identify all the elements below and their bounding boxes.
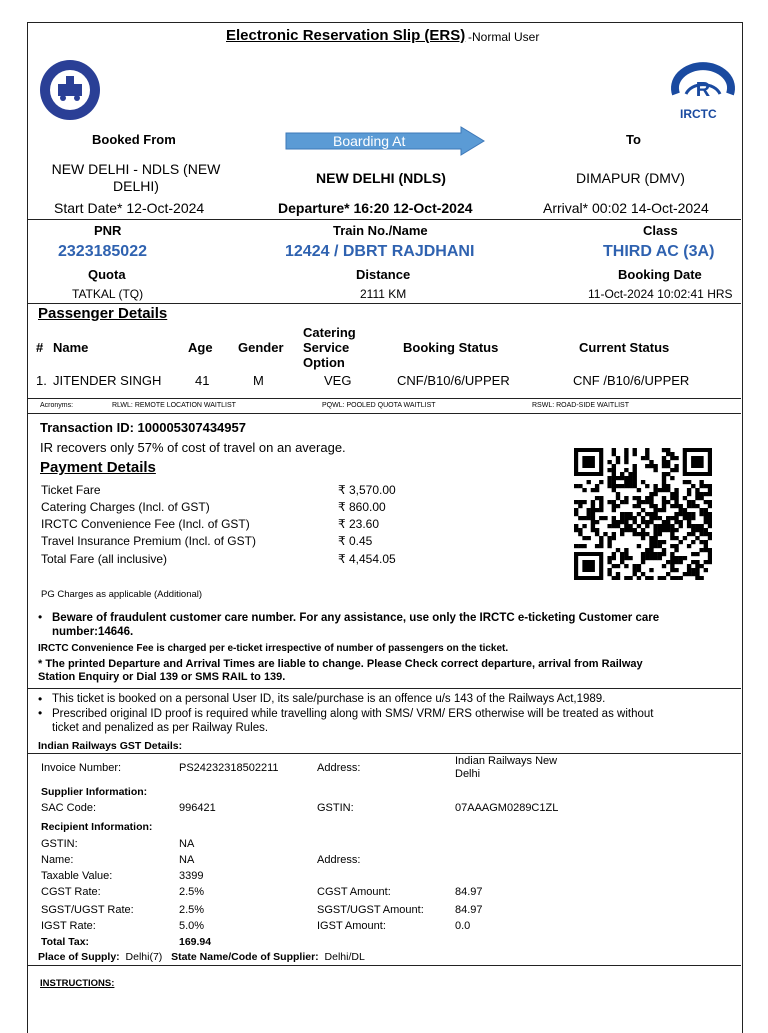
- transaction-id: Transaction ID: 100005307434957: [40, 420, 246, 435]
- class-label: Class: [643, 223, 678, 238]
- divider: [28, 413, 741, 414]
- divider: [28, 688, 741, 689]
- cgst-amount-label: CGST Amount:: [317, 886, 391, 898]
- recipient-info-title: Recipient Information:: [41, 821, 153, 833]
- passenger-header-gender: Gender: [238, 340, 284, 355]
- invoice-label: Invoice Number:: [41, 762, 122, 774]
- passenger-header-name: Name: [53, 340, 89, 355]
- taxable-label: Taxable Value:: [41, 870, 113, 882]
- fare-convenience-value: ₹ 23.60: [338, 517, 379, 531]
- document-subtitle: -Normal User: [468, 30, 540, 44]
- recipient-gstin: NA: [179, 838, 195, 850]
- divider: [28, 303, 741, 304]
- bullet-icon: •: [38, 706, 43, 720]
- divider: [28, 219, 741, 220]
- recipient-address-label: Address:: [317, 854, 361, 866]
- passenger-row-current-status: CNF /B10/6/UPPER: [573, 373, 690, 388]
- sgst-amount: 84.97: [455, 904, 483, 916]
- recipient-gstin-label: GSTIN:: [41, 838, 78, 850]
- fare-catering-value: ₹ 860.00: [338, 500, 386, 514]
- booking-date-label: Booking Date: [618, 267, 702, 282]
- sgst-rate: 2.5%: [179, 904, 205, 916]
- total-tax: 169.94: [179, 936, 212, 948]
- payment-details-title: Payment Details: [40, 459, 156, 476]
- to-station: DIMAPUR (DMV): [576, 170, 685, 186]
- quota-value: TATKAL (TQ): [72, 287, 144, 301]
- fraud-warning: Beware of fraudulent customer care number. For any assistance, use only the IRCTC e-ticketing Customer care number:14646.: [52, 612, 660, 638]
- passenger-row-num: 1.: [36, 373, 47, 388]
- personal-id-note: This ticket is booked on a personal User ID, its sale/purchase is an offence u/s 143 of the Railways Act,1989.: [52, 693, 606, 705]
- pnr-number: 2323185022: [58, 243, 147, 260]
- distance-label: Distance: [356, 267, 411, 282]
- sac-label: SAC Code:: [41, 802, 97, 814]
- address-label: Address:: [317, 762, 361, 774]
- passenger-header-num: #: [36, 340, 44, 355]
- igst-amount: 0.0: [455, 920, 471, 932]
- gst-title: Indian Railways GST Details:: [38, 740, 183, 752]
- divider: [28, 753, 741, 754]
- supplier-gstin: 07AAAGM0289C1ZL: [455, 802, 559, 814]
- sac-code: 996421: [179, 802, 216, 814]
- bullet-icon: •: [38, 610, 43, 624]
- train-label: Train No./Name: [333, 223, 428, 238]
- divider: [28, 965, 741, 966]
- quota-label: Quota: [88, 267, 126, 282]
- class-value: THIRD AC (3A): [603, 243, 715, 260]
- fare-total-value: ₹ 4,454.05: [338, 552, 396, 566]
- sgst-amount-label: SGST/UGST Amount:: [317, 904, 424, 916]
- invoice-number: PS24232318502211: [179, 762, 279, 774]
- fare-total-label: Total Fare (all inclusive): [41, 552, 168, 566]
- departure-time: Departure* 16:20 12-Oct-2024: [278, 200, 473, 216]
- booked-from-label: Booked From: [92, 132, 176, 147]
- fare-convenience-label: IRCTC Convenience Fee (Incl. of GST): [41, 517, 250, 531]
- passenger-row-gender: M: [253, 373, 264, 388]
- passenger-row-catering: VEG: [324, 373, 352, 388]
- irctc-logo-text: IRCTC: [680, 107, 717, 121]
- arrival-time: Arrival* 00:02 14-Oct-2024: [543, 200, 709, 216]
- recipient-name: NA: [179, 854, 195, 866]
- taxable-value: 3399: [179, 870, 204, 882]
- address-value: Indian Railways New Delhi: [455, 755, 558, 780]
- acronym-rlwl: RLWL: REMOTE LOCATION WAITLIST: [112, 402, 236, 409]
- bullet-icon: •: [38, 692, 43, 706]
- document-title: Electronic Reservation Slip (ERS): [226, 27, 466, 44]
- passenger-row-age: 41: [195, 373, 210, 388]
- pnr-label: PNR: [94, 223, 122, 238]
- fare-catering-label: Catering Charges (Incl. of GST): [41, 500, 210, 514]
- passenger-header-age: Age: [188, 340, 213, 355]
- fare-ticket-label: Ticket Fare: [41, 483, 101, 497]
- svg-text:R: R: [695, 79, 711, 101]
- supplier-gstin-label: GSTIN:: [317, 802, 354, 814]
- acronyms-label: Acronyms:: [40, 402, 74, 409]
- total-tax-label: Total Tax:: [41, 936, 90, 948]
- fare-insurance-label: Travel Insurance Premium (Incl. of GST): [41, 534, 256, 548]
- id-proof-note: Prescribed original ID proof is required while travelling along with SMS/ VRM/ ERS otherwise will be treated as without ticket and penalized as per Railway Rules.: [52, 708, 654, 734]
- train-name: 12424 / DBRT RAJDHANI: [285, 243, 475, 260]
- cgst-rate-label: CGST Rate:: [41, 886, 101, 898]
- igst-rate: 5.0%: [179, 920, 205, 932]
- passenger-header-catering: Catering Service Option: [303, 325, 356, 370]
- igst-amount-label: IGST Amount:: [317, 920, 386, 932]
- ir-recovers-note: IR recovers only 57% of cost of travel on an average.: [40, 440, 346, 455]
- from-station: NEW DELHI - NDLS (NEW DELHI): [51, 161, 221, 194]
- fare-insurance-value: ₹ 0.45: [338, 534, 373, 548]
- boarding-station: NEW DELHI (NDLS): [316, 170, 446, 186]
- booking-date-value: 11-Oct-2024 10:02:41 HRS: [588, 287, 733, 301]
- printed-times-note: * The printed Departure and Arrival Times are liable to change. Please Check correct departure, arrival from Railway Station Enquiry or Dial 139 or SMS RAIL to 139.: [38, 658, 643, 683]
- igst-rate-label: IGST Rate:: [41, 920, 96, 932]
- irctc-logo: [668, 60, 738, 122]
- fare-ticket-value: ₹ 3,570.00: [338, 483, 396, 497]
- boarding-at-label: Boarding At: [333, 133, 406, 149]
- qr-code: [574, 448, 712, 580]
- passenger-header-booking-status: Booking Status: [403, 340, 499, 355]
- passenger-details-title: Passenger Details: [38, 305, 168, 322]
- cgst-rate: 2.5%: [179, 886, 205, 898]
- pg-charges-note: PG Charges as applicable (Additional): [41, 589, 203, 600]
- passenger-row-booking-status: CNF/B10/6/UPPER: [397, 373, 510, 388]
- supplier-info-title: Supplier Information:: [41, 786, 148, 798]
- divider: [28, 398, 741, 399]
- boarding-arrow: [285, 126, 485, 156]
- instructions-title: INSTRUCTIONS:: [40, 978, 115, 989]
- recipient-name-label: Name:: [41, 854, 74, 866]
- indian-railways-logo: [38, 58, 102, 122]
- passenger-header-current-status: Current Status: [579, 340, 670, 355]
- start-date: Start Date* 12-Oct-2024: [54, 200, 205, 216]
- distance-value: 2111 KM: [360, 287, 407, 301]
- passenger-row-name: JITENDER SINGH: [53, 373, 162, 388]
- acronym-pqwl: PQWL: POOLED QUOTA WAITLIST: [322, 402, 436, 409]
- cgst-amount: 84.97: [455, 886, 483, 898]
- sgst-rate-label: SGST/UGST Rate:: [41, 904, 134, 916]
- to-label: To: [626, 132, 641, 147]
- convenience-fee-note: IRCTC Convenience Fee is charged per e-ticket irrespective of number of passengers on the ticket.: [38, 643, 509, 654]
- place-of-supply: Place of Supply: Delhi(7) State Name/Code of Supplier: Delhi/DL: [38, 951, 365, 963]
- acronym-rswl: RSWL: ROAD-SIDE WAITLIST: [532, 402, 629, 409]
